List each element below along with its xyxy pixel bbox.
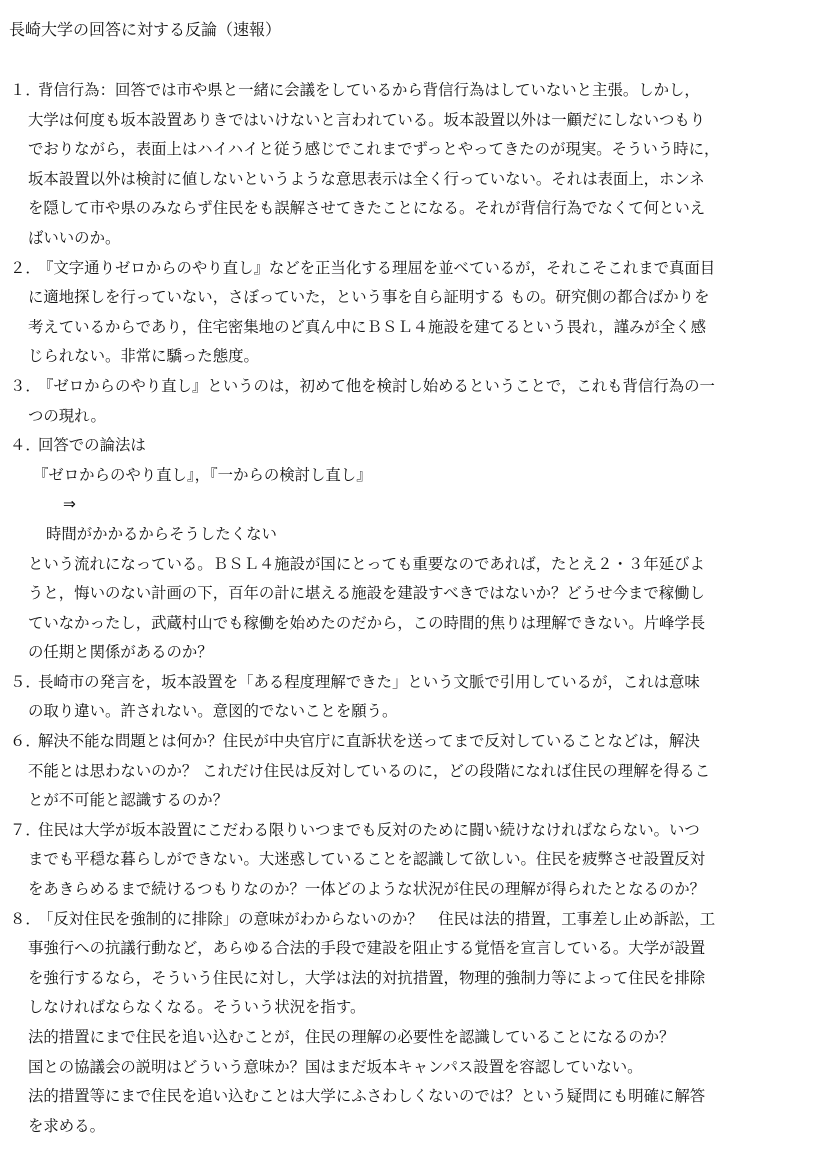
item-line: とが不可能と認識するのか？ bbox=[28, 791, 229, 810]
item-line: 法的措置等にまで住民を追い込むことは大学にふさわしくないのでは？という疑問にも明確に解答 bbox=[28, 1087, 706, 1106]
item-line: 『文字通りゼロからのやり直し』などを正当化する理屈を並べているが，それこそこれまで真面目 bbox=[38, 258, 716, 277]
item-line: 住民は大学が坂本設置にこだわる限りいつまでも反対のために闘い続けなければならない。いつ bbox=[38, 820, 700, 839]
item-number: ８． bbox=[10, 909, 41, 928]
item-line: 不能とは思わないのか？ これだけ住民は反対しているのに，どの段階になれば住民の理解を得るこ bbox=[28, 761, 711, 780]
item-line: 「反対住民を強制的に排除」の意味がわからないのか？ 住民は法的措置，工事差し止め訴訟，工 bbox=[38, 909, 716, 928]
item-line: という流れになっている。ＢＳＬ４施設が国にとっても重要なのであれば，たとえ２・３年延びよ bbox=[28, 554, 705, 573]
item-number: ３． bbox=[10, 376, 41, 395]
item-number: ５． bbox=[10, 672, 41, 691]
rebuttal-list bbox=[0, 76, 818, 1141]
item-line: 時間がかかるからそうしたくない bbox=[46, 524, 277, 543]
item-line: の任期と関係があるのか？ bbox=[28, 643, 213, 662]
item-line: 事強行への抗議行動など，あらゆる合法的手段で建設を阻止する覚悟を宣言している。大学が設置 bbox=[28, 939, 706, 958]
item-line: 解決不能な問題とは何か？住民が中央官庁に直訴状を送ってまで反対していることなどは，解決 bbox=[38, 732, 700, 751]
item-line: 『ゼロからのやり直し』，『一からの検討し直し』 bbox=[33, 465, 372, 484]
item-line: ていなかったし，武蔵村山でも稼働を始めたのだから，この時間的焦りは理解できない。片峰学長 bbox=[28, 613, 706, 632]
rebuttal-item-7 bbox=[0, 816, 818, 905]
item-line: 回答での論法は bbox=[38, 436, 146, 455]
item-line: うと，悔いのない計画の下，百年の計に堪える施設を建設すべきではないか？どうせ今まで稼働し bbox=[28, 584, 705, 603]
item-line: ばいいのか。 bbox=[28, 228, 121, 247]
item-line: 坂本設置以外は検討に値しないというような意思表示は全く行っていない。それは表面上，ホンネ bbox=[28, 169, 705, 188]
item-line: を強行するなら，そういう住民に対し，大学は法的対抗措置，物理的強制力等によって住民を排除 bbox=[28, 968, 706, 987]
item-line: 考えているからであり，住宅密集地のど真ん中にＢＳＬ４施設を建てるという畏れ，謹みが全く感 bbox=[28, 317, 706, 336]
item-line: を求める。 bbox=[28, 1116, 105, 1135]
item-number: ７． bbox=[10, 820, 41, 839]
item-line: でおりながら，表面上はハイハイと従う感じでこれまでずっとやってきたのが現実。そういう時に， bbox=[28, 140, 720, 159]
item-line: 『ゼロからのやり直し』というのは，初めて他を検討し始めるということで，これも背信行為の一 bbox=[38, 376, 715, 395]
rebuttal-item-6 bbox=[0, 727, 818, 816]
item-line: つの現れ。 bbox=[28, 406, 106, 425]
item-line: までも平穏な暮らしができない。大迷惑していることを認識して欲しい。住民を疲弊させ設置反対 bbox=[28, 850, 706, 869]
item-number: １． bbox=[10, 81, 41, 99]
item-line: 長崎市の発言を，坂本設置を「ある程度理解できた」という文脈で引用しているが，これは意味 bbox=[38, 672, 700, 691]
rebuttal-item-1 bbox=[0, 76, 818, 254]
rebuttal-item-2 bbox=[0, 254, 818, 372]
item-line: の取り違い。許されない。意図的でないことを願う。 bbox=[28, 702, 398, 721]
item-line: じられない。非常に驕った態度。 bbox=[28, 347, 259, 366]
document-title: 長崎大学の回答に対する反論（速報） bbox=[9, 20, 282, 39]
rebuttal-item-4 bbox=[0, 431, 818, 668]
item-line: に適地探しを行っていない，さぼっていた，という事を自ら証明する もの。研究側の都合ばかりを bbox=[28, 288, 710, 307]
item-line: を隠して市や県のみならず住民をも誤解させてきたことになる。それが背信行為でなくて何といえ bbox=[28, 199, 706, 218]
arrow-icon: ⇒ bbox=[63, 495, 76, 514]
item-number: ４． bbox=[10, 436, 41, 455]
rebuttal-item-8 bbox=[0, 905, 818, 1142]
item-line: をあきらめるまで続けるつもりなのか？一体どのような状況が住民の理解が得られたとなるのか？ bbox=[28, 880, 706, 899]
item-number: ６． bbox=[10, 732, 41, 751]
item-line: 大学は何度も坂本設置ありきではいけないと言われている。坂本設置以外は一顧だにしないつもり bbox=[28, 110, 706, 129]
item-line: 法的措置にまで住民を追い込むことが，住民の理解の必要性を認識していることになるのか？ bbox=[28, 1028, 675, 1046]
rebuttal-item-3 bbox=[0, 372, 818, 431]
item-number: ２． bbox=[10, 258, 41, 277]
item-line: 国との協議会の説明はどういう意味か？国はまだ坂本キャンパス設置を容認していない。 bbox=[28, 1057, 643, 1076]
rebuttal-item-5 bbox=[0, 668, 818, 727]
item-line: 背信行為：回答では市や県と一緒に会議をしているから背信行為はしていないと主張。しかし， bbox=[38, 81, 700, 99]
item-line: しなければならなくなる。そういう状況を指す。 bbox=[28, 998, 366, 1017]
